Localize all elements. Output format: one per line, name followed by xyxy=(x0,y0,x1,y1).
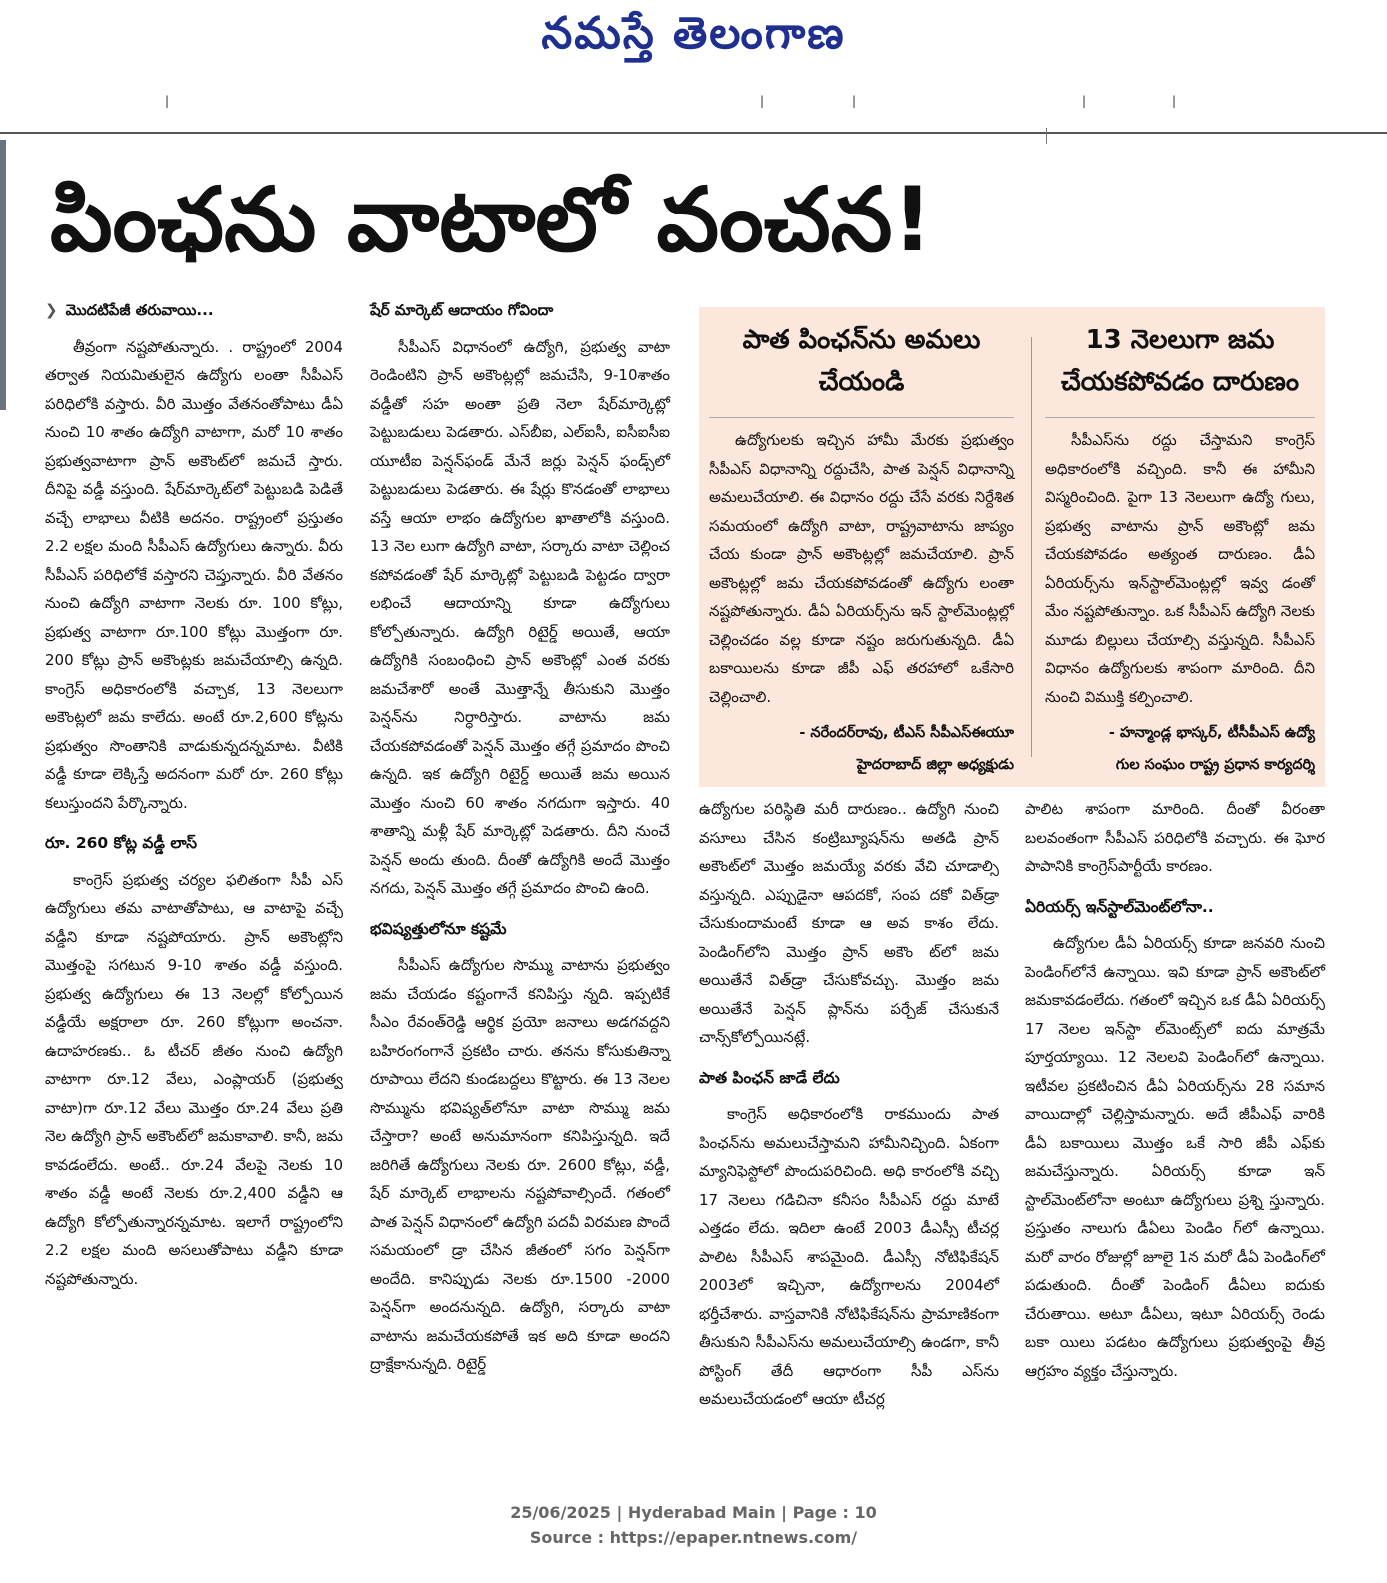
footer xyxy=(0,1500,1387,1550)
chevron-right-icon: ❯ xyxy=(45,301,58,319)
newspaper-logo: నమస్తే తెలంగాణ xyxy=(541,8,846,59)
signature-name: - హన్మాండ్ల భాస్కర్, టీసీపీఎస్ ఉద్యో xyxy=(1108,725,1315,741)
column-2 xyxy=(370,296,670,1379)
quote-right xyxy=(1045,319,1315,781)
kicker-text: మొదటిపేజీ తరువాయి... xyxy=(65,301,214,319)
signature-title: గుల సంఘం రాష్ట్ర ప్రధాన కార్యదర్శి xyxy=(1115,757,1315,773)
strip-mark: | xyxy=(1082,94,1087,108)
masthead xyxy=(0,0,1387,70)
subheading: షేర్ మార్కెట్ ఆదాయం గోవిందా xyxy=(370,301,554,319)
quote-heading: పాత పింఛన్‌ను అమలు చేయండి xyxy=(742,325,981,397)
strip-mark: | xyxy=(165,94,170,108)
paragraph: ఉద్యోగుల డీఏ ఏరియర్స్ కూడా జనవరి నుంచి పెండింగ్‌లోనే ఉన్నాయి. ఇవి కూడా ప్రాన్ అకౌంట్‌లో జమకావడంలేదు. గతంలో ఇచ్చిన ఒక డీఏ ఏరియర్స్ 17 నెలల ఇన్‌స్టా ల్‌మెంట్స్‌లో ఐదు మాత్రమే పూర్తయ్యాయి. 12 నెలలవి పెండింగ్‌లో ఉన్నాయి. ఇటీవల ప్రకటించిన డీఏ ఏరియర్స్‌ను 28 సమాన వాయిదాల్లో చెల్లిస్తామన్నారు. అదే జీపీఎఫ్ వారికి డీఏ బకాయిలు మొత్తం ఒకే సారి జీపీ ఎఫ్‌కు జమచేస్తున్నారు. ఏరియర్స్ కూడా ఇన్ స్టాల్‌మెంట్‌లోనా అంటూ ఉద్యోగులు ప్రశ్ని స్తున్నారు. ప్రస్తుతం నాలుగు డీఏలు పెండిం గ్‌లో ఉన్నాయి. మరో వారం రోజుల్లో జూలై 1న మరో డీఏ పెండింగ్‌లో పడుతుంది. దీంతో పెండింగ్ డీఏలు ఐదుకు చేరుతాయి. అటూ డీఏలు, ఇటూ ఏరియర్స్ రెండు బకా యిలు పడటం ఉద్యోగులు ప్రభుత్వంపై తీవ్ర ఆగ్రహం వ్యక్తం చేస్తున్నారు. xyxy=(1025,934,1325,1380)
paragraph: పాలిట శాపంగా మారింది. దీంతో వీరంతా బలవంతంగా సీపీఎస్ పరిధిలోకి వచ్చారు. ఈ ఘోర పాపానికి కాంగ్రెస్‌పార్టీయే కారణం. xyxy=(1025,800,1325,875)
strip-mark: | xyxy=(760,94,765,108)
paragraph: తీవ్రంగా నష్టపోతున్నారు. . రాష్ట్రంలో 2004 తర్వాత నియమితులైన ఉద్యోగు లంతా సీపీఎస్ పరిధిలోకి వస్తారు. వీరి మొత్తం వేతనంతోపాటు డీఏ నుంచి 10 శాతం ఉద్యోగి వాటాగా, మరో 10 శాతం ప్రభుత్వవాటాగా ప్రాన్ అకౌంట్‌లో జమచే స్తారు. దీనిపై వడ్డీ వస్తుంది. షేర్‌మార్కెట్‌లో పెట్టుబడి పెడితే వచ్చే లాభాలు వీటికి అదనం. రాష్ట్రంలో ప్రస్తుతం 2.2 లక్షల మంది సీపీఎస్ ఉద్యోగులు ఉన్నారు. వీరు సీపీఎస్ పరిధిలోకే వస్తారని చెప్తున్నారు. వీరి వేతనం నుంచి ఉద్యోగి వాటాగా నెలకు రూ. 100 కోట్లు, ప్రభుత్వ వాటాగా రూ.100 కోట్లు మొత్తంగా రూ. 200 కోట్లు ప్రాన్ అకౌంట్లకు జమచేయాల్సి ఉన్నది. కాంగ్రెస్ అధికారంలోకి వచ్చాక, 13 నెలలుగా అకౌంట్లలో జమ కాలేదు. అంటే రూ.2,600 కోట్లను ప్రభుత్వం సొంతానికి వాడుకున్నదన్నమాట. వీటికి వడ్డీ కూడా లెక్కిస్తే అదనంగా మరో రూ. 260 కోట్లు కలుస్తుందని పేర్కొన్నారు. xyxy=(45,337,343,812)
edition-info: 25/06/2025 | Hyderabad Main | Page : 10 xyxy=(510,1503,877,1522)
paragraph: సీపీఎస్ విధానంలో ఉద్యోగి, ప్రభుత్వ వాటా రెండింటిని ప్రాన్ అకౌంట్లల్లో జమచేసి, 9-10శాతం వడ్డీతో సహ అంతా ప్రతి నెలా షేర్‌మార్కెట్లో పెట్టుబడులు పెడతారు. ఎస్‌బీఐ, ఎల్‌ఐసీ, ఐసీఐసీఐ యూటీఐ పెన్షన్‌ఫండ్ మేనే జర్లు పెన్షన్ ఫండ్స్‌లో పెట్టుబడులు పెడతారు. ఈ షేర్లు కొనడంతో లాభాలు వస్తే ఆయా లాభం ఉద్యోగుల ఖాతాలోకి వస్తుంది. 13 నెల లుగా ఉద్యోగి వాటా, సర్కారు వాటా చెల్లించ కపోవడంతో షేర్ మార్కెట్లో పెట్టుబడి పెట్టడం ద్వారా లభించే ఆదాయాన్ని కూడా ఉద్యోగులు కోల్పోతున్నారు. ఉద్యోగి రిటైర్డ్ అయితే, ఆయా ఉద్యోగికి సంబంధించి ప్రాన్ అకౌంట్లో ఎంత వరకు జమచేశారో అంతే మొత్తాన్నే తీసుకుని మొత్తం పెన్షన్‌ను నిర్ధారిస్తారు. వాటాను జమ చేయకపోవడంతో పెన్షన్ మొత్తం తగ్గే ప్రమాదం పొంచి ఉన్నది. ఇక ఉద్యోగి రిటైర్డ్ అయితే జమ అయిన మొత్తం నుంచి 60 శాతం నగదుగా ఇస్తారు. 40 శాతాన్ని మళ్లీ షేర్ మార్కెట్లో పెడతారు. దీని నుంచే పెన్షన్ అందు తుంది. దీంతో ఉద్యోగికి అందే మొత్తం నగదు, పెన్షన్ మొత్తం తగ్గే ప్రమాదం పొంచి ఉంది. xyxy=(370,337,670,897)
box-divider xyxy=(1031,337,1032,757)
edge-bar xyxy=(0,140,6,410)
quote-signature xyxy=(709,717,1014,781)
quote-body xyxy=(1045,417,1315,781)
column-1 xyxy=(45,296,343,1293)
subheading: పాత పింఛన్ జాడే లేదు xyxy=(699,1068,840,1087)
column-4 xyxy=(1025,795,1325,1385)
quote-signature xyxy=(1045,717,1315,781)
paragraph: కాంగ్రెస్ ప్రభుత్వ చర్యల ఫలితంగా సీపీ ఎస్ ఉద్యోగులు తమ వాటాతోపాటు, ఆ వాటాపై వచ్చే వడ్డీని కూడా నష్టపోయారు. ప్రాన్ అకౌంట్లోని మొత్తంపై సగటున 9-10 శాతం వడ్డీ వస్తుంది. ప్రభుత్వ ఉద్యోగులు ఈ 13 నెలల్లో కోల్పోయిన వడ్డీయే అక్షరాలా రూ. 260 కోట్లుగా అంచనా. ఉదాహరణకు.. ఓ టీచర్ జీతం నుంచి ఉద్యోగి వాటాగా రూ.12 వేలు, ఎంప్లాయర్ (ప్రభుత్వ వాటా)గా రూ.12 వేలు మొత్తం రూ.24 వేలు ప్రతి నెల ఉద్యోగి ప్రాన్ అకౌంట్‌లో జమకావాలి. కానీ, జమ కావడంలేదు. అంటే.. రూ.24 వేలపై నెలకు 10 శాతం వడ్డీ అంటే నెలకు రూ.2,400 వడ్డీని ఆ ఉద్యోగి కోల్పోతున్నారన్నమాట. ఇలాగే రాష్ట్రంలోని 2.2 లక్షల మంది అసలుతోపాటు వడ్డీని కూడా నష్టపోతున్నారు. xyxy=(45,870,343,1288)
quote-left xyxy=(709,319,1014,781)
subheading: భవిష్యత్తులోనూ కష్టమే xyxy=(370,919,507,938)
strip-mark: | xyxy=(1172,94,1177,108)
paragraph: ఉద్యోగుల పరిస్థితి మరీ దారుణం.. ఉద్యోగి నుంచి వసూలు చేసిన కంట్రిబ్యూషన్‌ను అతడి ప్రాన్ అకౌంట్‌లో మొత్తం జమయ్యే వరకు వేచి చూడాల్సి వస్తున్నది. ఎప్పుడైనా ఆపదకో, సంప దకో విత్‌డ్రా చేసుకుందామంటే కూడా ఆ అవ కాశం లేదు. పెండింగ్‌లోని మొత్తం ప్రాన్ అకౌం ట్‌లో జమ అయితేనే విత్‌డ్రా చేసుకోవచ్చు. మొత్తం జమ అయితేనే పెన్షన్ ప్లాన్‌ను పర్చేజ్ చేసుకునే చాన్స్‌కోల్పోయినట్లే. xyxy=(699,800,999,1046)
signature-title: హైదరాబాద్ జిల్లా అధ్యక్షుడు xyxy=(856,757,1014,773)
headline: పింఛను వాటాలో వంచన! xyxy=(50,168,933,271)
paragraph: కాంగ్రెస్ అధికారంలోకి రాకముందు పాత పింఛన్‌ను అమలుచేస్తామని హామీనిచ్చింది. ఏకంగా మ్యానిఫెస్టోలో పొందుపరిచింది. అధి కారంలోకి వచ్చి 17 నెలలు గడిచినా కనీసం సీపీఎస్ రద్దు మాటే ఎత్తడం లేదు. ఇదిలా ఉంటే 2003 డీఎస్సీ టీచర్ల పాలిట సీపీఎస్ శాపమైంది. డీఎస్సీ నోటిఫికేషన్ 2003లో ఇచ్చినా, ఉద్యోగాలను 2004లో భర్తీచేశారు. వాస్తవానికి నోటిఫికేషన్‌ను ప్రామాణికంగా తీసుకుని సీపీఎస్‌ను అమలుచేయాల్సి ఉండగా, కానీ పోస్టింగ్ తేదీ ఆధారంగా సీపీ ఎస్‌ను అమలుచేయడంలో ఆయా టీచర్ల xyxy=(699,1105,999,1408)
column-3 xyxy=(699,795,999,1414)
source-link[interactable]: Source : https://epaper.ntnews.com/ xyxy=(529,1528,858,1547)
continued-kicker xyxy=(45,296,343,325)
strip-mark: | xyxy=(852,94,857,108)
signature-name: - నరేందర్‌రావు, టీఎస్ సీపీఎస్‌ఈయూ xyxy=(799,725,1014,741)
quote-body xyxy=(709,417,1014,781)
paragraph: సీపీఎస్ ఉద్యోగుల సొమ్ము వాటాను ప్రభుత్వం జమ చేయడం కష్టంగానే కనిపిస్తు న్నది. ఇప్పటికే సీఎం రేవంత్‌రెడ్డి ఆర్థిక ప్రయో జనాలు అడగవద్దని బహిరంగంగానే ప్రకటిం చారు. తనను కోసుకుతిన్నా రూపాయి లేదని కుండబద్దలు కొట్టారు. ఈ 13 నెలల సొమ్మును భవిష్యత్‌లోనూ వాటా సొమ్ము జమ చేస్తారా? అంటే అనుమానంగా కనిపిస్తున్నది. ఇదే జరిగితే ఉద్యోగులు నెలకు రూ. 2600 కోట్లు, వడ్డీ, షేర్ మార్కెట్ లాభాలను నష్టపోవాల్సిందే. గతంలో పాత పెన్షన్ విధానంలో ఉద్యోగి పదవీ విరమణ పొందే సమయంలో డ్రా చేసిన జీతంలో సగం పెన్షన్‌గా అందేది. కానిప్పుడు నెలకు రూ.1500 -2000 పెన్షన్‌గా అందనున్నది. ఉద్యోగి, సర్కారు వాటా వాటాను జమచేయకపోతే ఇక అది కూడా అందని ద్రాక్షేకానున్నది. రిటైర్డ్ xyxy=(370,956,670,1373)
subheading: ఏరియర్స్ ఇన్‌స్టాల్‌మెంట్‌లోనా.. xyxy=(1025,897,1214,916)
top-strip xyxy=(0,70,1387,134)
strip-divider xyxy=(1046,128,1047,144)
quote-heading: 13 నెలలుగా జమ చేయకపోవడం దారుణం xyxy=(1060,325,1300,397)
quote-text: ఉద్యోగులకు ఇచ్చిన హామీ మేరకు ప్రభుత్వం సీపీఎస్ విధానాన్ని రద్దుచేసి, పాత పెన్షన్ విధానాన్ని అమలుచేయాలి. ఈ విధానం రద్దు చేసే వరకు నిర్దేశిత సమయంలో ఉద్యోగి వాటా, రాష్ట్రవాటాను జాప్యం చేయ కుండా ప్రాన్ అకౌంట్లల్లో జమచేయాలి. ప్రాన్ అకౌంట్లల్లో జమ చేయకపోవడంతో ఉద్యోగు లంతా నష్టపోతున్నారు. డీఏ ఏరియర్స్‌ను ఇన్ స్టాల్‌మెంట్లల్లో చెల్లించడం వల్ల కూడా నష్టం జరుగుతున్నది. డీఏ బకాయిలను కూడా జీపీ ఎఫ్ తరహాలో ఒకేసారి చెల్లించాలి. xyxy=(709,431,1014,706)
quote-text: సీపీఎస్‌ను రద్దు చేస్తామని కాంగ్రెస్ అధికారంలోకి వచ్చింది. కానీ ఈ హామీని విస్మరించింది. పైగా 13 నెలలుగా ఉద్యో గులు, ప్రభుత్వ వాటాను ప్రాన్ అకౌంట్లో జమ చేయకపోవడం అత్యంత దారుణం. డీఏ ఏరియర్స్‌ను ఇన్‌స్టాల్‌మెంట్లల్లో ఇవ్వ డంతో మేం నష్టపోతున్నాం. ఒక సీపీఎస్ ఉద్యోగి నెలకు మూడు బిల్లులు చేయాల్సి వస్తున్నది. సీపీఎస్ విధానం ఉద్యోగులకు శాపంగా మారింది. దీని నుంచి విముక్తి కల్పించాలి. xyxy=(1045,431,1315,706)
quote-box xyxy=(699,307,1325,787)
subheading: రూ. 260 కోట్ల వడ్డీ లాస్ xyxy=(45,834,197,852)
